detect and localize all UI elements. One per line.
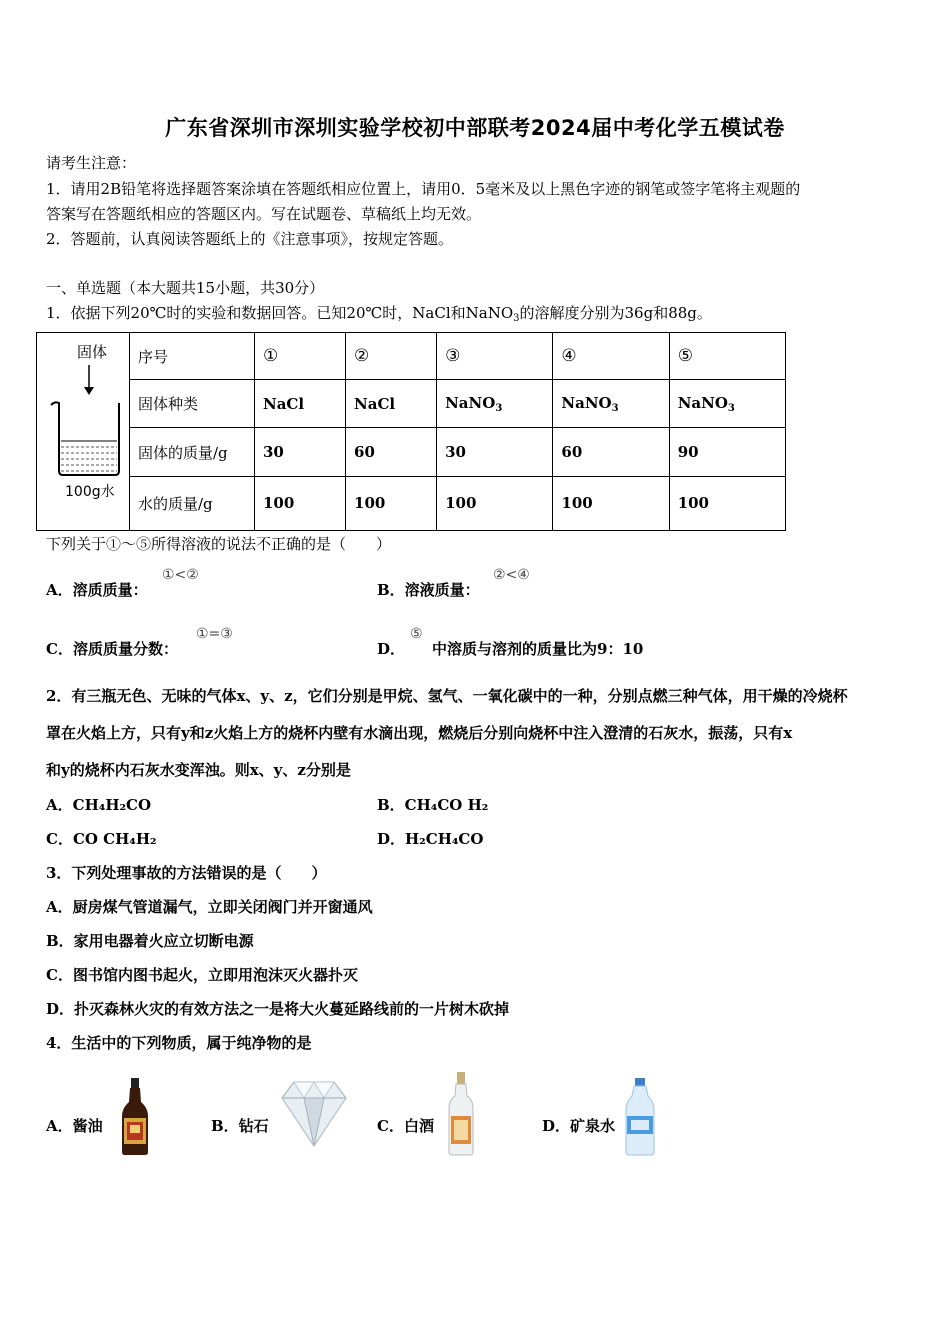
q1-stem xyxy=(46,302,712,324)
q3-option-a[interactable]: A．厨房煤气管道漏气，立即关闭阀门并开窗通风 xyxy=(46,898,373,916)
q2-line-1: 2．有三瓶无色、无味的气体x、y、z，它们分别是甲烷、氢气、一氧化碳中的一种，分别点燃三种气体，用干燥的冷烧杯 xyxy=(46,687,848,705)
table-cell xyxy=(669,380,785,428)
table-cell: 100 xyxy=(669,476,785,530)
q1-stem-b: 的溶解度分别为36g和88g。 xyxy=(519,304,712,322)
q1-stem-a: 1．依据下列20℃时的实验和数据回答。已知20℃时，NaCl和NaNO xyxy=(46,304,514,322)
q1-stem-sub: 3 xyxy=(513,313,520,324)
q3-stem: 3．下列处理事故的方法错误的是（ ） xyxy=(46,864,327,882)
cell-formula-sub: 3 xyxy=(495,402,503,414)
table-header-cell: ① xyxy=(255,333,346,380)
table-cell xyxy=(553,380,669,428)
q2-option-a[interactable]: A．CH₄H₂CO xyxy=(46,796,152,814)
notice-heading: 请考生注意： xyxy=(46,154,137,172)
cell-formula: NaNO xyxy=(445,393,496,412)
figure-solid-label: 固体 xyxy=(77,343,108,361)
beaker-figure-cell xyxy=(37,333,130,531)
table-cell: 30 xyxy=(437,428,553,476)
q1-option-c-expr: ①=③ xyxy=(196,626,233,642)
q4-option-d[interactable]: D．矿泉水 xyxy=(542,1117,616,1135)
row-label-solid-mass: 固体的质量/g xyxy=(130,428,255,476)
q1-option-d-expr: ⑤ xyxy=(410,626,423,642)
q2-line-2: 罩在火焰上方，只有y和z火焰上方的烧杯内壁有水滴出现，燃烧后分别向烧杯中注入澄清的石灰水，振荡，只有x xyxy=(46,724,793,742)
cell-formula: NaCl xyxy=(263,394,305,413)
q1-option-d[interactable]: D． xyxy=(377,640,406,658)
diamond-icon xyxy=(280,1078,348,1150)
q2-option-d[interactable]: D．H₂CH₄CO xyxy=(377,830,484,848)
cell-formula-sub: 3 xyxy=(611,402,619,414)
table-header-cell: 序号 xyxy=(130,333,255,380)
table-cell: 100 xyxy=(553,476,669,530)
row-label-solid-type: 固体种类 xyxy=(130,380,255,428)
notice-line-1: 1．请用2B铅笔将选择题答案涂填在答题纸相应位置上，请用0．5毫米及以上黑色字迹的钢笔或签字笔将主观题的 xyxy=(46,180,801,198)
q1-option-b[interactable]: B．溶液质量： xyxy=(377,581,480,599)
liquor-bottle-icon xyxy=(446,1072,476,1156)
table-cell: 100 xyxy=(437,476,553,530)
q2-option-c[interactable]: C．CO CH₄H₂ xyxy=(46,830,157,848)
table-cell: 100 xyxy=(346,476,437,530)
cell-formula-sub: 3 xyxy=(727,402,735,414)
figure-water-label: 100g水 xyxy=(65,484,115,500)
table-header-cell: ⑤ xyxy=(669,333,785,380)
q3-option-d[interactable]: D．扑灭森林火灾的有效方法之一是将大火蔓延路线前的一片树木砍掉 xyxy=(46,1000,510,1018)
q1-option-b-expr: ②<④ xyxy=(493,567,530,583)
section-heading: 一、单选题（本大题共15小题，共30分） xyxy=(46,279,325,297)
table-cell: 60 xyxy=(346,428,437,476)
notice-line-3: 2．答题前，认真阅读答题纸上的《注意事项》，按规定答题。 xyxy=(46,230,454,248)
q1-question: 下列关于①～⑤所得溶液的说法不正确的是（ ） xyxy=(46,535,392,553)
q3-option-c[interactable]: C．图书馆内图书起火，立即用泡沫灭火器扑灭 xyxy=(46,966,358,984)
table-cell: 90 xyxy=(669,428,785,476)
table-cell xyxy=(346,380,437,428)
q1-option-c[interactable]: C．溶质质量分数： xyxy=(46,640,178,658)
q4-option-a[interactable]: A．酱油 xyxy=(46,1117,103,1135)
q1-data-table xyxy=(36,332,786,531)
q1-option-a[interactable]: A．溶质质量： xyxy=(46,581,148,599)
cell-formula: NaCl xyxy=(354,394,396,413)
table-cell: 100 xyxy=(255,476,346,530)
table-cell xyxy=(437,380,553,428)
page-title: 广东省深圳市深圳实验学校初中部联考2024届中考化学五模试卷 xyxy=(165,116,785,140)
table-cell: 30 xyxy=(255,428,346,476)
soy-sauce-bottle-icon xyxy=(118,1078,152,1156)
table-cell: 60 xyxy=(553,428,669,476)
table-header-cell: ④ xyxy=(553,333,669,380)
cell-formula: NaNO xyxy=(561,393,612,412)
q3-option-b[interactable]: B．家用电器着火应立切断电源 xyxy=(46,932,254,950)
q4-stem: 4．生活中的下列物质，属于纯净物的是 xyxy=(46,1034,312,1052)
q1-option-d-text: 中溶质与溶剂的质量比为9：10 xyxy=(432,640,644,658)
notice-line-2: 答案写在答题纸相应的答题区内。写在试题卷、草稿纸上均无效。 xyxy=(46,205,482,223)
table-cell xyxy=(255,380,346,428)
cell-formula: NaNO xyxy=(677,393,728,412)
row-label-water-mass: 水的质量/g xyxy=(130,476,255,530)
q2-option-b[interactable]: B．CH₄CO H₂ xyxy=(377,796,489,814)
q4-option-b[interactable]: B．钻石 xyxy=(211,1117,269,1135)
table-header-cell: ③ xyxy=(437,333,553,380)
table-header-cell: ② xyxy=(346,333,437,380)
q2-line-3: 和y的烧杯内石灰水变浑浊。则x、y、z分别是 xyxy=(46,761,351,779)
water-bottle-icon xyxy=(624,1078,656,1156)
q1-option-a-expr: ①<② xyxy=(162,567,199,583)
q4-option-c[interactable]: C．白酒 xyxy=(377,1117,434,1135)
